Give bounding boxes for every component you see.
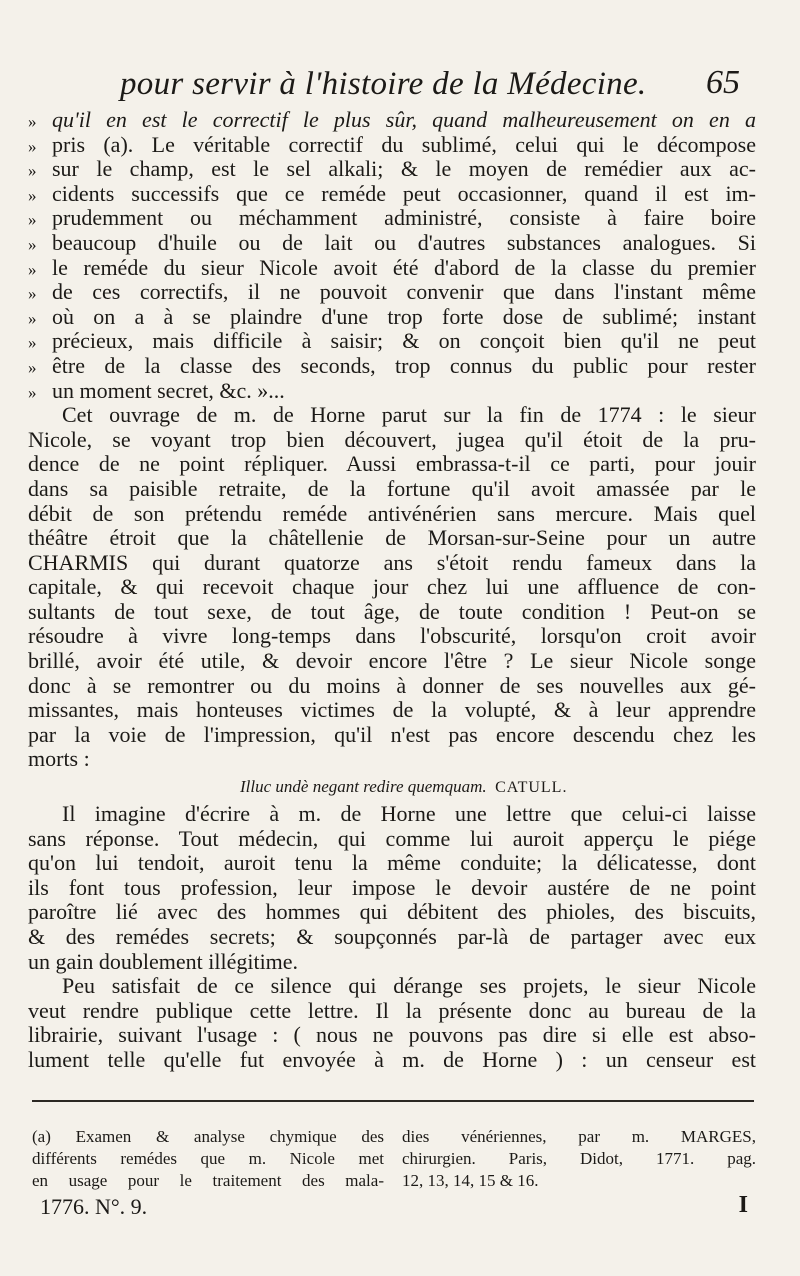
paragraph-line: & des remédes secrets; & soupçonnés par-là de partager avec eux <box>28 924 756 949</box>
epigraph-author: CATULL. <box>495 779 568 797</box>
quote-text: de ces correctifs, il ne pouvoit convenir que dans l'instant même <box>52 279 756 305</box>
paragraph-line: Cet ouvrage de m. de Horne parut sur la fin de 1774 : le sieur <box>62 402 756 428</box>
paragraph-line: CHARMIS qui durant quatorze ans s'étoit rendu fameux dans la <box>28 549 756 575</box>
page-header <box>120 66 740 110</box>
quote-text: cidents successifs que ce reméde peut occasionner, quand il est im- <box>52 180 756 206</box>
quote-mark: » <box>28 308 37 328</box>
quote-line <box>28 305 756 330</box>
quote-line <box>28 231 756 256</box>
quote-mark: » <box>28 382 37 402</box>
quote-text: où on a à se plaindre d'une trop forte dose de sublimé; instant <box>52 303 756 329</box>
paragraph-line: capitale, & qui recevoit chaque jour chez lui une affluence de con- <box>28 574 756 600</box>
footnote-left-column <box>32 1126 384 1192</box>
quote-line <box>28 256 756 281</box>
paragraph-line: lument telle qu'elle fut envoyée à m. de Horne ) : un censeur est <box>28 1046 756 1072</box>
footnote-line: (a) Examen & analyse chymique des <box>32 1127 384 1146</box>
paragraph-line: théâtre étroit que la châtellenie de Morsan-sur-Seine pour un autre <box>28 525 756 551</box>
paragraph-line: sultants de tout sexe, de tout âge, de toute condition ! Peut-on se <box>28 598 756 624</box>
quote-text: sur le champ, est le sel alkali; & le moyen de remédier aux ac- <box>52 156 756 182</box>
quote-line <box>28 280 756 305</box>
quote-mark: » <box>28 210 37 230</box>
quote-line <box>28 157 756 182</box>
epigraph <box>28 772 756 802</box>
footnote-right-column <box>402 1126 756 1192</box>
quote-mark: » <box>28 333 37 353</box>
paragraph-line: dence de ne point répliquer. Aussi embrassa-t-il ce parti, pour jouir <box>28 451 756 477</box>
running-title: pour servir à l'histoire de la Médecine. <box>120 66 647 102</box>
quote-mark: » <box>28 161 37 181</box>
paragraph-line: Nicole, se voyant trop bien découvert, jugea qu'il étoit de la pru- <box>28 426 756 452</box>
quote-line <box>28 354 756 379</box>
page-number: 65 <box>706 64 740 101</box>
paragraph-line: paroître lié avec des hommes qui débitent des phioles, des biscuits, <box>28 899 756 925</box>
gathering-mark: I <box>738 1192 748 1218</box>
quote-line <box>28 108 756 133</box>
paragraph-line: librairie, suivant l'usage : ( nous ne pouvons pas dire si elle est abso- <box>28 1022 756 1048</box>
paragraph-2 <box>28 802 756 974</box>
epigraph-text: Illuc undè negant redire quemquam. <box>240 777 487 797</box>
quote-mark: » <box>28 234 37 254</box>
footnote-line: 12, 13, 14, 15 & 16. <box>402 1171 539 1190</box>
paragraph-1 <box>28 403 756 772</box>
signature-mark: 1776. N°. 9. <box>40 1194 148 1219</box>
quote-line <box>28 206 756 231</box>
quote-mark: » <box>28 136 37 156</box>
quote-line <box>28 182 756 207</box>
paragraph-line: résoudre à vivre long-temps dans l'obscurité, lorsqu'on croit avoir <box>28 623 756 649</box>
paragraph-line: veut rendre publique cette lettre. Il la présente donc au bureau de la <box>28 997 756 1023</box>
quote-mark: » <box>28 185 37 205</box>
paragraph-line: brillé, avoir été utile, & devoir encore l'être ? Le sieur Nicole songe <box>28 648 756 674</box>
quote-text: pris (a). Le véritable correctif du sublimé, celui qui le décompose <box>52 131 756 157</box>
footnote-line: dies vénériennes, par m. MARGES, <box>402 1127 756 1146</box>
footnote-line: différents remédes que m. Nicole met <box>32 1149 384 1168</box>
quote-text: beaucoup d'huile ou de lait ou d'autres substances analogues. Si <box>52 229 756 255</box>
paragraph-line: donc à se remontrer ou du moins à donner de ses nouvelles aux gé- <box>28 672 756 698</box>
quote-line <box>28 329 756 354</box>
paragraph-line: qu'on lui tendoit, auroit tenu la même conduite; la délicatesse, dont <box>28 850 756 876</box>
quote-line <box>28 133 756 158</box>
paragraph-line: un gain doublement illégitime. <box>28 948 299 974</box>
quote-mark: » <box>28 357 37 377</box>
quote-text: un moment secret, &c. »... <box>52 377 285 403</box>
quote-line <box>28 379 756 404</box>
footnote-rule <box>32 1100 754 1102</box>
paragraph-line: missantes, mais honteuses victimes de la volupté, & à leur apprendre <box>28 697 756 723</box>
paragraph-line: dans sa paisible retraite, de la fortune qu'il avoit amassée par le <box>28 475 756 501</box>
quote-mark: » <box>28 112 37 131</box>
paragraph-line: par la voie de l'impression, qu'il n'est pas encore descendu chez les <box>28 721 756 747</box>
quote-text: précieux, mais difficile à saisir; & on conçoit bien qu'il ne peut <box>52 328 756 354</box>
paragraph-line: Peu satisfait de ce silence qui dérange ses projets, le sieur Nicole <box>62 973 756 999</box>
quotation-block <box>28 108 756 403</box>
paragraph-line: ils font tous profession, leur impose le devoir austére de ne point <box>28 874 756 900</box>
quote-text: prudemment ou méchamment administré, consiste à faire boire <box>52 205 756 231</box>
footnote-line: chirurgien. Paris, Didot, 1771. pag. <box>402 1149 756 1168</box>
paragraph-line: sans réponse. Tout médecin, qui comme lui auroit apperçu le piége <box>28 825 756 851</box>
footnote-line: en usage pour le traitement des mala- <box>32 1171 384 1190</box>
paragraph-line: Il imagine d'écrire à m. de Horne une lettre que celui-ci laisse <box>62 801 756 827</box>
quote-text: qu'il en est le correctif le plus sûr, quand malheureusement on en a <box>52 107 756 132</box>
body-text <box>28 108 756 1073</box>
quote-mark: » <box>28 259 37 279</box>
paragraph-3 <box>28 974 756 1072</box>
paragraph-line: morts : <box>28 746 90 772</box>
quote-mark: » <box>28 284 37 304</box>
paragraph-line: débit de son prétendu reméde antivénérien sans mercure. Mais quel <box>28 500 756 526</box>
quote-text: être de la classe des seconds, trop connus du public pour rester <box>52 352 756 378</box>
quote-text: le reméde du sieur Nicole avoit été d'abord de la classe du premier <box>52 254 756 280</box>
